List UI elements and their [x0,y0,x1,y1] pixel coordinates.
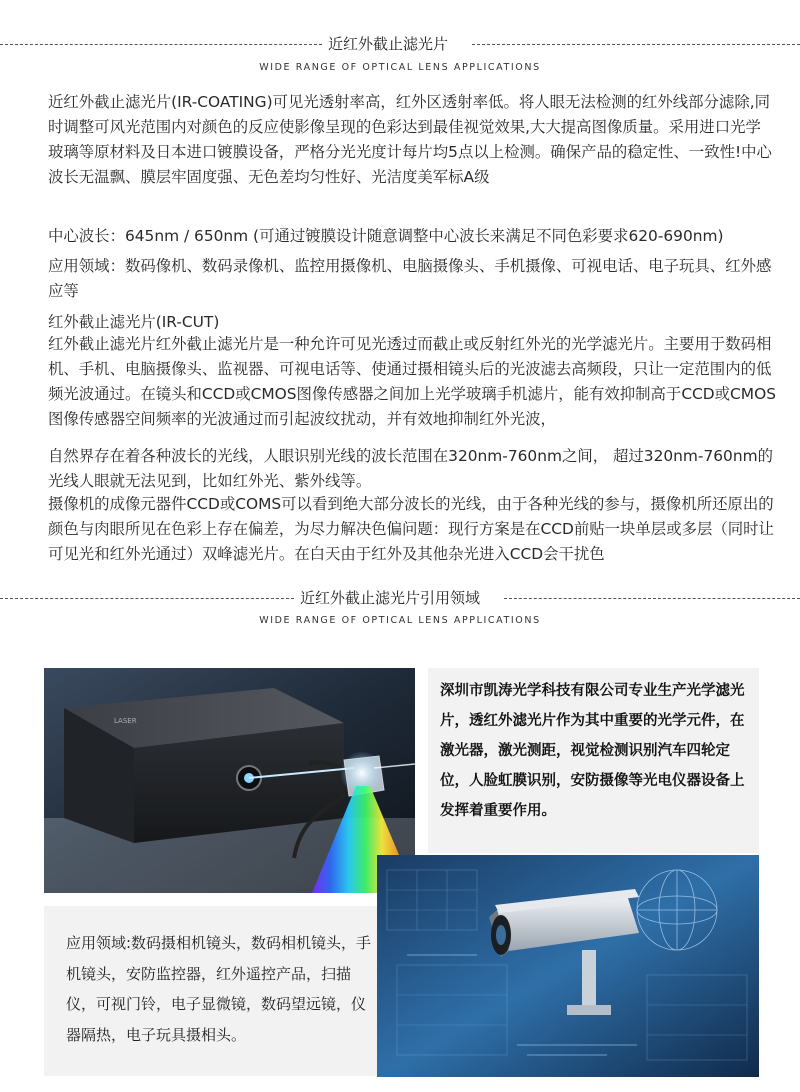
divider-right [472,44,800,45]
section-title-1: 近红外截止滤光片 [328,35,449,53]
applications-card [44,906,380,1076]
wavelength-paragraph: 中心波长：645nm / 650nm (可通过镀膜设计随意调整中心波长来满足不同色彩要求620-690nm) [48,227,724,245]
camera-paragraph: 摄像机的成像元器件CCD或COMS可以看到绝大部分波长的光线，由于各种光线的参与，摄像机所还原出的颜色与肉眼所见在色彩上存在偏差，为尽力解决色偏问题：现行方案是在CCD前贴一块单层或多层（同时让可见光和红外光通过）双峰滤光片。在白天由于红外及其他杂光进入CCD会干扰色 [48,495,774,563]
ircut-paragraph: 红外截止滤光片红外截止滤光片是一种允许可见光透过而截止或反射红外光的光学滤光片。主要用于数码相机、手机、电脑摄像头、监视器、可视电话等、使通过摄相镜头后的光波滤去高频段，只让一定范围内的低频光波通过。在镜头和CCD或CMOS图像传感器之间加上光学玻璃手机滤片，能有效抑制高于CCD或CMOS图像传感器空间频率的光波通过而引起波纹扰动，并有效地抑制红外光波， [48,335,776,428]
ircut-title: 红外截止滤光片(IR-CUT) [48,313,220,331]
section-subtitle-1: WIDE RANGE OF OPTICAL LENS APPLICATIONS [259,62,541,73]
company-card [428,668,759,853]
svg-text:LASER: LASER [114,717,137,725]
divider-right [504,598,800,599]
intro-paragraph: 近红外截止滤光片(IR-COATING)可见光透射率高，红外区透射率低。将人眼无法检测的红外线部分滤除,同时调整可风光范围内对颜色的反应使影像呈现的色彩达到最佳视觉效果,大大提高图像质量。采用进口光学玻璃等原材料及日本进口镀膜设备，严格分光光度计每片均5点以上检测。确保产品的稳定性、一致性!中心波长无温飘、膜层牢固度强、无色差均匀性好、光洁度美军标A级 [48,93,772,186]
divider-left [0,44,322,45]
section-title-2: 近红外截止滤光片引用领域 [300,589,481,607]
security-camera-photo [377,855,759,1077]
laser-prism-illustration [44,668,415,893]
laser-prism-photo [44,668,415,893]
section-header-1 [0,34,800,54]
nature-paragraph: 自然界存在着各种波长的光线，人眼识别光线的波长范围在320nm-760nm之间， 超过320nm-760nm的光线人眼就无法见到，比如红外光、紫外线等。 [48,447,773,490]
security-camera-illustration [377,855,759,1077]
company-card-text: 深圳市凯涛光学科技有限公司专业生产光学滤光片，透红外滤光片作为其中重要的光学元件，在激光器，激光测距，视觉检测识别汽车四轮定位，人脸虹膜识别，安防摄像等光电仪器设备上发挥着重要作用。 [440,682,745,819]
section-header-2 [0,588,800,608]
applications-paragraph: 应用领域：数码像机、数码录像机、监控用摄像机、电脑摄像头、手机摄像、可视电话、电子玩具、红外感应等 [48,257,772,300]
applications-card-text: 应用领域:数码摄相机镜头，数码相机镜头，手机镜头，安防监控器，红外遥控产品，扫描仪，可视门铃，电子显微镜，数码望远镜，仪器隔热，电子玩具摄相头。 [66,934,372,1044]
section-subtitle-2: WIDE RANGE OF OPTICAL LENS APPLICATIONS [259,615,541,626]
divider-left [0,598,294,599]
